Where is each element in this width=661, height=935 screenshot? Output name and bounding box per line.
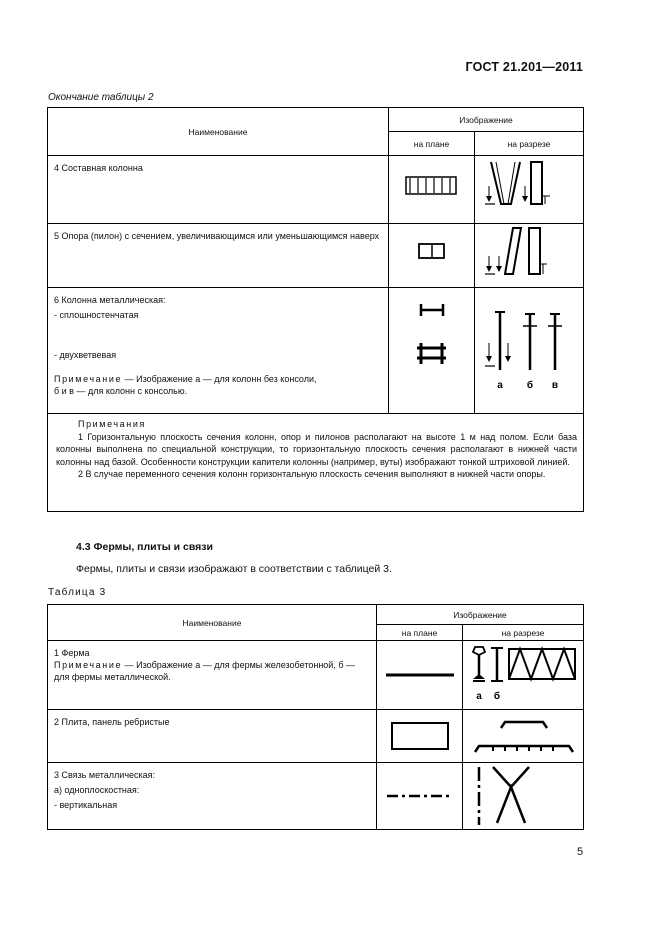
table2-row6-name [48, 288, 389, 414]
row6-letter-b: б [526, 380, 534, 391]
row3-item-plane: а) одноплоскостная: [54, 785, 140, 795]
row6-letter-a: а [497, 380, 503, 391]
row6-section-symbol [475, 288, 584, 414]
row3-title: 3 Связь металлическая: [54, 770, 156, 780]
ribbed-slab-plan-icon [377, 710, 463, 762]
table3-caption: Таблица 3 [48, 587, 107, 598]
row6-plan-symbol [389, 288, 475, 414]
table-3 [47, 604, 584, 830]
table3-header-section: на разрезе [463, 625, 584, 641]
table-2 [47, 107, 584, 512]
bracing-plan-icon [377, 763, 463, 829]
row1-plan-symbol [377, 641, 463, 710]
composite-column-section-icon [475, 156, 584, 223]
table2-row4-name: 4 Составная колонна [48, 156, 389, 224]
row2-plan-symbol [377, 710, 463, 763]
section-heading: 4.3 Фермы, плиты и связи [76, 541, 213, 553]
row6-item-twin: - двухветвевая [54, 350, 117, 360]
row2-section-symbol [463, 710, 584, 763]
row6-title: 6 Колонна металлическая: [54, 295, 166, 305]
table2-header-section: на разрезе [475, 132, 584, 156]
section-text: Фермы, плиты и связи изображают в соответствии с таблицей 3. [76, 563, 392, 575]
row6-note-label: Примечание [54, 374, 123, 384]
table2-header-plan: на плане [389, 132, 475, 156]
table3-header-plan: на плане [377, 625, 463, 641]
row1-note-label: Примечание [54, 660, 123, 670]
row1-letter-a: а [476, 691, 482, 702]
row6-note-text: — Изображение а — для колонн без консоли, [122, 374, 317, 384]
row3-plan-symbol [377, 763, 463, 830]
bracing-section-icon [463, 763, 584, 829]
pylon-section-icon [475, 224, 584, 287]
table3-row2-name: 2 Плита, панель ребристые [48, 710, 377, 763]
table3-row3-name [48, 763, 377, 830]
table2-header-image: Изображение [389, 108, 584, 132]
row4-plan-symbol [389, 156, 475, 224]
row6-note [54, 373, 382, 385]
note-1: 1 Горизонтальную плоскость сечения колонн, опор и пилонов располагают на высоте 1 м над полом. Если база колонны выполнена по специальной конструкции, то горизонтальную плоскость сечения располагают в нижней части колонны над базой. Особенности конструкции капители колонны (например, вуты) изображают тонкой штриховой линией. [56, 431, 578, 467]
document-code: ГОСТ 21.201—2011 [465, 60, 583, 74]
table2-header-name: Наименование [48, 108, 389, 156]
table3-row1-name [48, 641, 377, 710]
row3-section-symbol [463, 763, 584, 830]
pylon-plan-icon [389, 224, 475, 287]
row1-note [54, 659, 370, 683]
composite-column-plan-icon [389, 156, 475, 223]
row6-note-text-2: б и в — для колонн с консолью. [54, 386, 188, 396]
row3-item-vertical: - вертикальная [54, 800, 118, 810]
ribbed-slab-section-icon [463, 710, 584, 762]
table2-notes [48, 414, 584, 512]
row1-title: 1 Ферма [54, 648, 90, 658]
row1-note-text: — Изображение а — для фермы железобетонной, б — для фермы металлической. [54, 660, 355, 682]
row1-section-symbol [463, 641, 584, 710]
table2-caption: Окончание таблицы 2 [48, 92, 154, 103]
steel-column-section-icon [475, 288, 584, 413]
note-2: 2 В случае переменного сечения колонн горизонтальную плоскость сечения выполняют в нижней части опоры. [78, 469, 546, 479]
truss-plan-icon [377, 641, 463, 709]
steel-column-plan-icon [389, 288, 475, 413]
row6-letter-v: в [551, 380, 559, 391]
row5-plan-symbol [389, 224, 475, 288]
notes-title: Примечания [78, 419, 146, 429]
table2-row5-name: 5 Опора (пилон) с сечением, увеличивающимся или уменьшающимся наверх [48, 224, 389, 288]
row5-section-symbol [475, 224, 584, 288]
page-number: 5 [577, 846, 584, 858]
table3-header-name: Наименование [48, 605, 377, 641]
row1-letter-b: б [493, 691, 501, 702]
table3-header-image: Изображение [377, 605, 584, 625]
row4-section-symbol [475, 156, 584, 224]
row6-item-solid: - сплошностенчатая [54, 310, 139, 320]
truss-section-icon [463, 641, 584, 709]
